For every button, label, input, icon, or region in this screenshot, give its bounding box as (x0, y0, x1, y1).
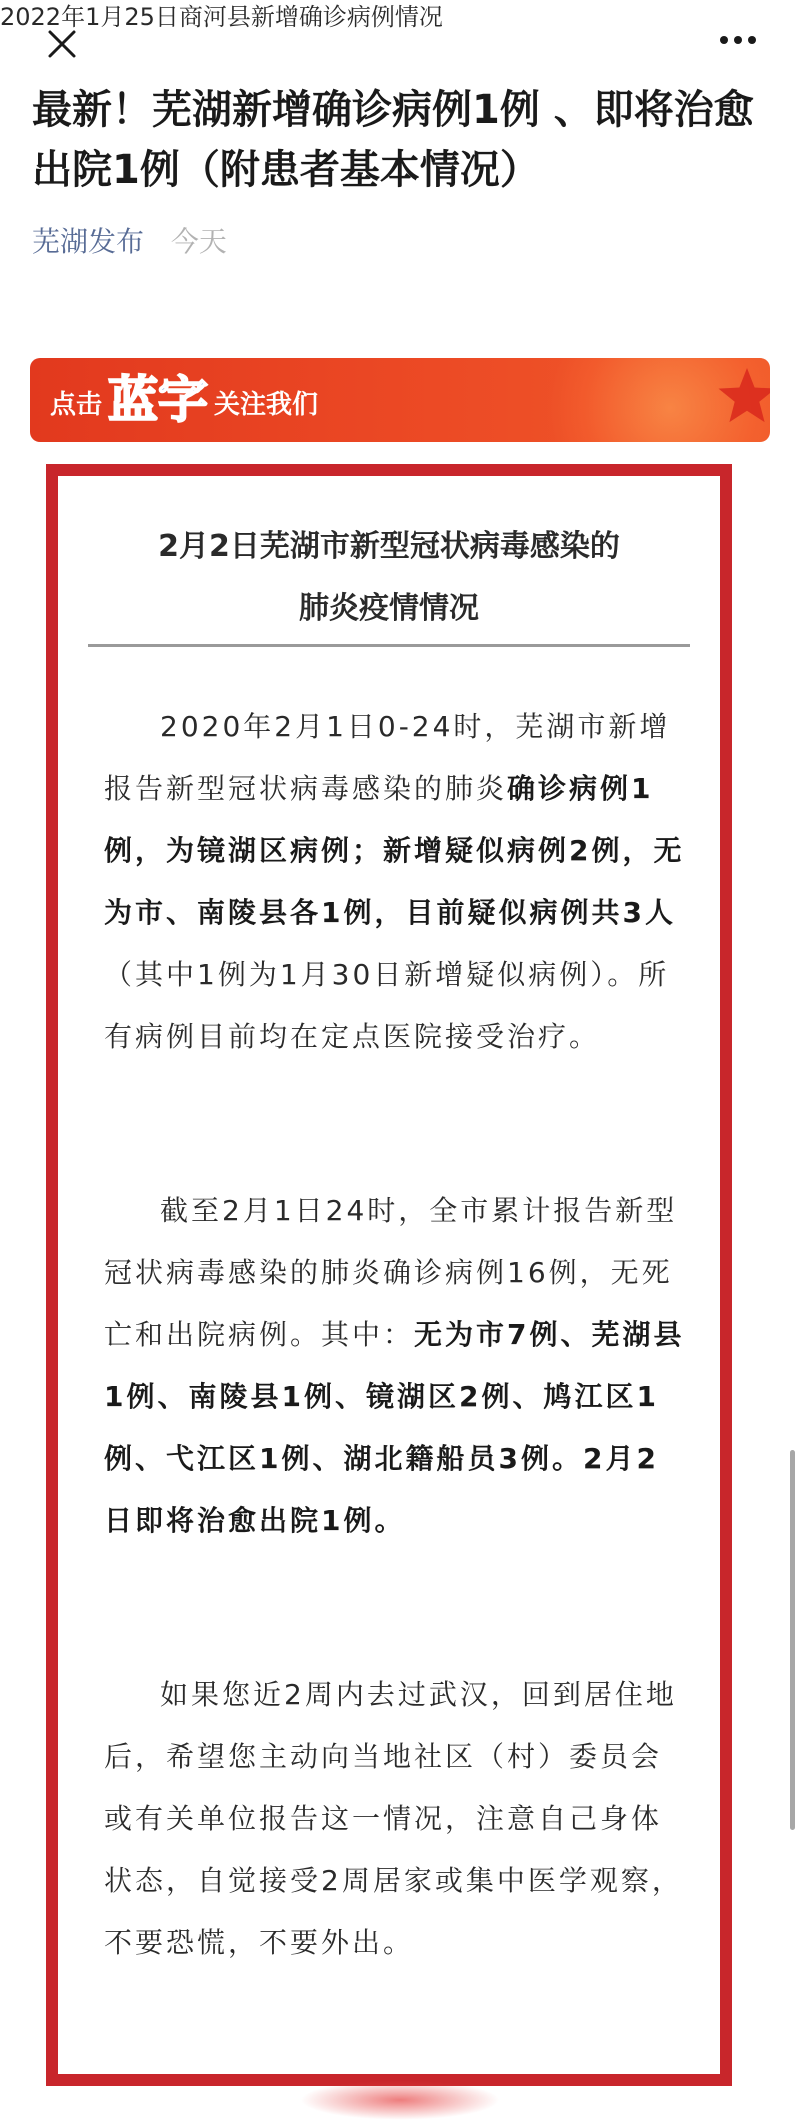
paragraph-new-cases-tail: （其中1例为1月30日新增疑似病例）。所有病例目前均在定点医院接受治疗。 (104, 958, 670, 1053)
banner-prefix: 点击 (50, 390, 103, 420)
banner-text (50, 358, 318, 442)
paragraph-cumulative (104, 1180, 686, 1552)
star-icon (716, 366, 770, 428)
author-link[interactable]: 芜湖发布 (32, 225, 145, 258)
more-icon[interactable] (716, 30, 760, 50)
notice-heading-line2: 肺炎疫情情况 (299, 591, 479, 626)
follow-banner[interactable] (30, 358, 770, 442)
paragraph-new-cases-bold: 确诊病例1例，为镜湖区病例；新增疑似病例2例，无为市、南陵县各1例，目前疑似病例共3人 (104, 772, 685, 929)
article-title: 最新！芜湖新增确诊病例1例 、即将治愈出院1例（附患者基本情况） (32, 87, 754, 193)
heading-divider (88, 644, 690, 647)
banner-suffix: 关注我们 (214, 390, 319, 420)
bottom-decoration (300, 2080, 500, 2120)
paragraph-new-cases-lead: 2020年2月1日0-24时，芜湖市新增报告新型冠状病毒感染的肺炎 (104, 710, 671, 805)
banner-highlight: 蓝字 (108, 371, 209, 429)
paragraph-new-cases (104, 696, 686, 1068)
article-meta (32, 222, 227, 262)
paragraph-advice: 如果您近2周内去过武汉，回到居住地后，希望您主动向当地社区（村）委员会或有关单位报告这一情况，注意自己身体状态，自觉接受2周居家或集中医学观察，不要恐慌，不要外出。 (104, 1678, 683, 1959)
scrollbar[interactable] (790, 1450, 795, 1830)
notice-heading (58, 516, 720, 640)
notice-heading-line1: 2月2日芜湖市新型冠状病毒感染的 (158, 529, 620, 564)
notice-box (46, 464, 732, 2086)
publish-date: 今天 (170, 225, 227, 258)
paragraph-cumulative-lead: 截至2月1日24时，全市累计报告新型冠状病毒感染的肺炎确诊病例16例，无死亡和出院病例。其中： (104, 1194, 678, 1351)
paragraph-cumulative-bold: 无为市7例、芜湖县1例、南陵县1例、镜湖区2例、鸠江区1例、弋江区1例、湖北籍船员3例。2月2日即将治愈出院1例。 (104, 1318, 685, 1537)
overlay-caption: 2022年1月25日商河县新增确诊病例情况 (0, 3, 443, 31)
